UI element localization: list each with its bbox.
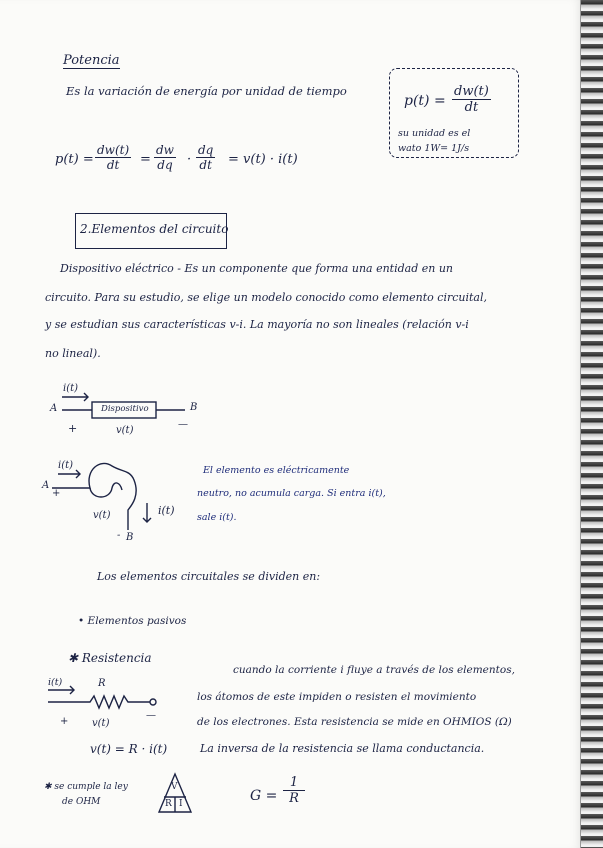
triangle-r: R xyxy=(165,799,172,809)
d1-voltage: v(t) xyxy=(116,425,134,436)
resistencia-heading: ✱ Resistencia xyxy=(68,651,152,665)
potencia-definition: Es la variación de energía por unidad de tiempo xyxy=(66,84,347,98)
d2-plus: + xyxy=(52,488,61,499)
chain-f1-denominator: dt xyxy=(106,158,120,172)
elementos-heading: 2.Elementos del circuito xyxy=(80,222,229,236)
conductance-numerator: 1 xyxy=(283,775,305,791)
d1-node-a: A xyxy=(50,403,58,414)
box-formula-numerator: dw(t) xyxy=(454,84,489,99)
conductance-lhs: G = xyxy=(250,788,278,804)
d1-node-b: B xyxy=(190,402,198,413)
chain-f3-denominator: dt xyxy=(199,158,212,172)
paragraph-line-1: Dispositivo eléctrico - Es un componente que forma una entidad en un xyxy=(60,262,454,275)
chain-result: = v(t) · i(t) xyxy=(228,152,298,167)
res-desc-line1: cuando la corriente i fluye a través de los elementos, xyxy=(233,664,515,676)
chain-f2-numerator: dw xyxy=(156,143,174,157)
d2-node-a: A xyxy=(42,480,50,491)
chain-f1-numerator: dw(t) xyxy=(97,143,130,157)
res-desc-line3: de los electrones. Esta resistencia se mide en OHMIOS (Ω) xyxy=(197,716,512,728)
d2-side-current: i(t) xyxy=(158,504,175,517)
ohm-law: v(t) = R · i(t) xyxy=(90,742,168,756)
d1-current-label: i(t) xyxy=(63,383,79,394)
triangle-i: I xyxy=(179,799,183,809)
conductance-fraction xyxy=(283,775,305,806)
box-formula-lhs: p(t) = xyxy=(404,93,446,109)
box-formula-denominator: dt xyxy=(464,100,479,115)
ohm-note-line2: de OHM xyxy=(62,797,101,807)
d2-note-line2: neutro, no acumula carga. Si entra i(t), xyxy=(197,488,386,499)
d2-note-line3: sale i(t). xyxy=(197,512,237,523)
res-zigzag xyxy=(48,696,150,708)
res-desc-line2: los átomos de este impiden o resisten el movimiento xyxy=(197,691,477,703)
res-terminal xyxy=(150,699,156,705)
d2-minus: - xyxy=(117,530,121,541)
paragraph-line-3: y se estudian sus características v-i. La mayoría no son lineales (relación v-i xyxy=(45,318,469,331)
chain-f3-numerator: dq xyxy=(198,143,214,157)
chain-equals: = xyxy=(140,152,151,167)
box-unit-line2: wato 1W= 1J/s xyxy=(398,143,470,154)
d2-note-line1: El elemento es eléctricamente xyxy=(203,465,350,476)
d1-plus: + xyxy=(68,422,78,435)
classification-intro: Los elementos circuitales se dividen en: xyxy=(97,570,321,583)
res-current-label: i(t) xyxy=(48,677,63,688)
res-voltage: v(t) xyxy=(92,718,110,729)
ohm-note-line1: ✱ se cumple la ley xyxy=(44,782,128,792)
res-plus: + xyxy=(60,716,69,727)
d2-node-b: B xyxy=(126,532,134,543)
conductance-text: La inversa de la resistencia se llama conductancia. xyxy=(200,742,485,755)
box-unit-line1: su unidad es el xyxy=(398,128,471,139)
res-r-label: R xyxy=(98,678,106,689)
d2-element-inner xyxy=(90,483,122,497)
res-minus: — xyxy=(146,710,156,721)
d2-voltage: v(t) xyxy=(93,510,111,521)
chain-f2-denominator: dq xyxy=(157,158,173,172)
d1-device-label: Dispositivo xyxy=(101,404,149,414)
paragraph-line-4: no lineal). xyxy=(45,347,101,360)
d1-minus: — xyxy=(178,419,188,430)
chain-dot: · xyxy=(187,152,192,167)
d2-current-label: i(t) xyxy=(58,460,74,471)
triangle-v: V xyxy=(171,782,178,792)
chain-lhs: p(t) = xyxy=(55,152,94,167)
passive-elements-bullet: • Elementos pasivos xyxy=(78,615,187,627)
conductance-denominator: R xyxy=(289,791,299,806)
paragraph-line-2: circuito. Para su estudio, se elige un modelo conocido como elemento circuital, xyxy=(45,291,487,304)
potencia-heading: Potencia xyxy=(63,53,120,68)
